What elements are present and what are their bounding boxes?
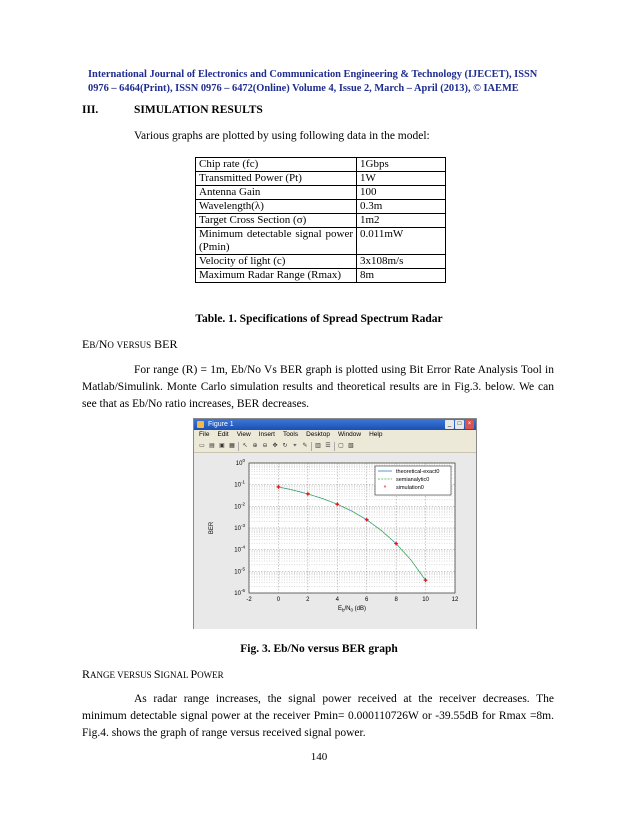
open-icon[interactable]: ▤ <box>209 443 215 449</box>
print-icon[interactable]: ▦ <box>229 443 235 449</box>
y-tick-label: $10^{-3}$ <box>234 523 245 532</box>
spec-param: Transmitted Power (Pt) <box>196 172 357 186</box>
table-caption: Table. 1. Specifications of Spread Spectrum Radar <box>195 313 443 325</box>
intro-text: Various graphs are plotted by using following data in the model: <box>134 130 430 142</box>
figure-toolbar <box>194 440 476 453</box>
layout-icon[interactable]: ▧ <box>348 443 354 449</box>
subsection-heading-ebno: EB/NO VERSUS BER <box>82 337 178 351</box>
marker-dot <box>366 519 368 521</box>
datacursor-icon[interactable]: ⌖ <box>293 443 297 449</box>
figure-title: Figure 1 <box>208 421 234 428</box>
zoom-out-icon[interactable]: ⊖ <box>262 443 268 449</box>
y-tick-label: $10^{-6}$ <box>234 588 245 597</box>
minimize-button[interactable]: _ <box>445 420 454 429</box>
zoom-in-icon[interactable]: ⊕ <box>252 443 258 449</box>
y-tick-label: $10^{-4}$ <box>234 544 245 554</box>
toolbar-separator <box>334 442 335 451</box>
journal-header-line1: International Journal of Electronics and Communication Engineering & Technology (IJECET), ISSN <box>88 69 538 80</box>
menu-file[interactable]: File <box>199 431 210 438</box>
y-tick-label: $10^{-5}$ <box>234 566 245 576</box>
menu-tools[interactable]: Tools <box>282 431 299 438</box>
maximize-button[interactable]: □ <box>455 420 464 429</box>
x-tick-label: 10 <box>422 597 429 603</box>
spec-param: Target Cross Section (σ) <box>196 214 357 228</box>
spec-row <box>196 228 446 255</box>
y-tick-label: $10^{-2}$ <box>234 501 245 511</box>
section-title: SIMULATION RESULTS <box>134 104 263 116</box>
new-icon[interactable]: ▭ <box>199 443 205 449</box>
spec-value: 3x108m/s <box>357 255 446 269</box>
marker-dot <box>424 579 426 581</box>
rotate-icon[interactable]: ↻ <box>282 443 288 449</box>
y-axis-label: BER <box>209 521 215 535</box>
spec-row <box>196 200 446 214</box>
spec-param: Chip rate (fc) <box>196 158 357 172</box>
spec-row <box>196 172 446 186</box>
figure-caption: Fig. 3. Eb/No versus BER graph <box>240 643 398 655</box>
menu-insert[interactable]: Insert <box>258 431 275 438</box>
marker-dot <box>395 542 397 544</box>
ber-chart <box>194 453 476 629</box>
menu-help[interactable]: Help <box>369 431 383 438</box>
spec-row <box>196 158 446 172</box>
spec-value: 8m <box>357 269 446 283</box>
pointer-icon[interactable]: ↖ <box>242 443 248 449</box>
spec-param: Minimum detectable signal power (Pmin) <box>196 228 357 255</box>
menu-window[interactable]: Window <box>337 431 362 438</box>
y-tick-label: $10^{-1}$ <box>234 479 245 489</box>
paragraph-ebno: For range (R) = 1m, Eb/No Vs BER graph is plotted using Bit Error Rate Analysis Tool in Matlab/Simulink. Monte Carlo simulation results and theoretical results are in Fig.3. below. We can see that as Eb/No ratio increases, BER decreases. <box>82 364 554 410</box>
legend-icon[interactable]: ☰ <box>325 443 331 449</box>
x-tick-label: 2 <box>306 597 310 603</box>
figure-window-icon <box>197 421 204 428</box>
legend-label: theoretical-exact0 <box>396 469 440 475</box>
menu-desktop[interactable]: Desktop <box>306 431 330 438</box>
spec-row <box>196 269 446 283</box>
spec-value: 0.011mW <box>357 228 446 255</box>
spec-value: 100 <box>357 186 446 200</box>
section-number: III. <box>82 104 99 116</box>
x-tick-label: 6 <box>365 597 369 603</box>
page-number: 140 <box>310 751 328 763</box>
journal-header-line2: 0976 – 6464(Print), ISSN 0976 – 6472(Online) Volume 4, Issue 2, March – April (2013), © IAEME <box>88 83 519 94</box>
marker-dot <box>277 486 279 488</box>
spec-table <box>195 157 446 283</box>
x-tick-label: -2 <box>246 597 252 603</box>
figure-title-bar <box>194 419 476 430</box>
marker-dot <box>307 493 309 495</box>
figure-menu-bar <box>194 430 476 440</box>
matlab-figure-window <box>193 418 477 629</box>
close-button[interactable]: × <box>465 420 474 429</box>
spec-value: 1Gbps <box>357 158 446 172</box>
colorbar-icon[interactable]: ▥ <box>315 443 321 449</box>
marker-dot <box>336 503 338 505</box>
save-icon[interactable]: ▣ <box>219 443 225 449</box>
toolbar-separator <box>238 442 239 451</box>
spec-param: Antenna Gain <box>196 186 357 200</box>
legend-label: semianalytic0 <box>396 477 430 483</box>
brush-icon[interactable]: ✎ <box>302 443 308 449</box>
legend-marker: * <box>383 485 387 492</box>
menu-edit[interactable]: Edit <box>217 431 229 438</box>
x-tick-label: 12 <box>451 597 459 603</box>
x-tick-label: 4 <box>335 597 339 603</box>
menu-view[interactable]: View <box>236 431 251 438</box>
spec-row <box>196 186 446 200</box>
spec-row <box>196 214 446 228</box>
journal-header <box>88 68 558 96</box>
spec-value: 0.3m <box>357 200 446 214</box>
spec-param: Maximum Radar Range (Rmax) <box>196 269 357 283</box>
x-tick-label: 8 <box>394 597 398 603</box>
pan-icon[interactable]: ✥ <box>272 443 278 449</box>
spec-row <box>196 255 446 269</box>
paragraph-range: As radar range increases, the signal power received at the receiver decreases. The minimum detectable signal power at the receiver Pmin= 0.000110726W or -39.55dB for Rmax =8m. Fig.4. shows the graph of range versus received signal power. <box>82 693 554 739</box>
grid-icon[interactable]: ▢ <box>338 443 344 449</box>
toolbar-separator <box>311 442 312 451</box>
spec-value: 1W <box>357 172 446 186</box>
spec-param: Wavelength(λ) <box>196 200 357 214</box>
y-tick-label: $10^0$ <box>235 458 245 467</box>
subsection-heading-range: RANGE VERSUS SIGNAL POWER <box>82 667 224 681</box>
legend-label: simulation0 <box>396 485 424 491</box>
spec-value: 1m2 <box>357 214 446 228</box>
spec-param: Velocity of light (c) <box>196 255 357 269</box>
x-axis-label: $E_b/N_0$ (dB) <box>337 606 367 613</box>
x-tick-label: 0 <box>276 597 281 603</box>
